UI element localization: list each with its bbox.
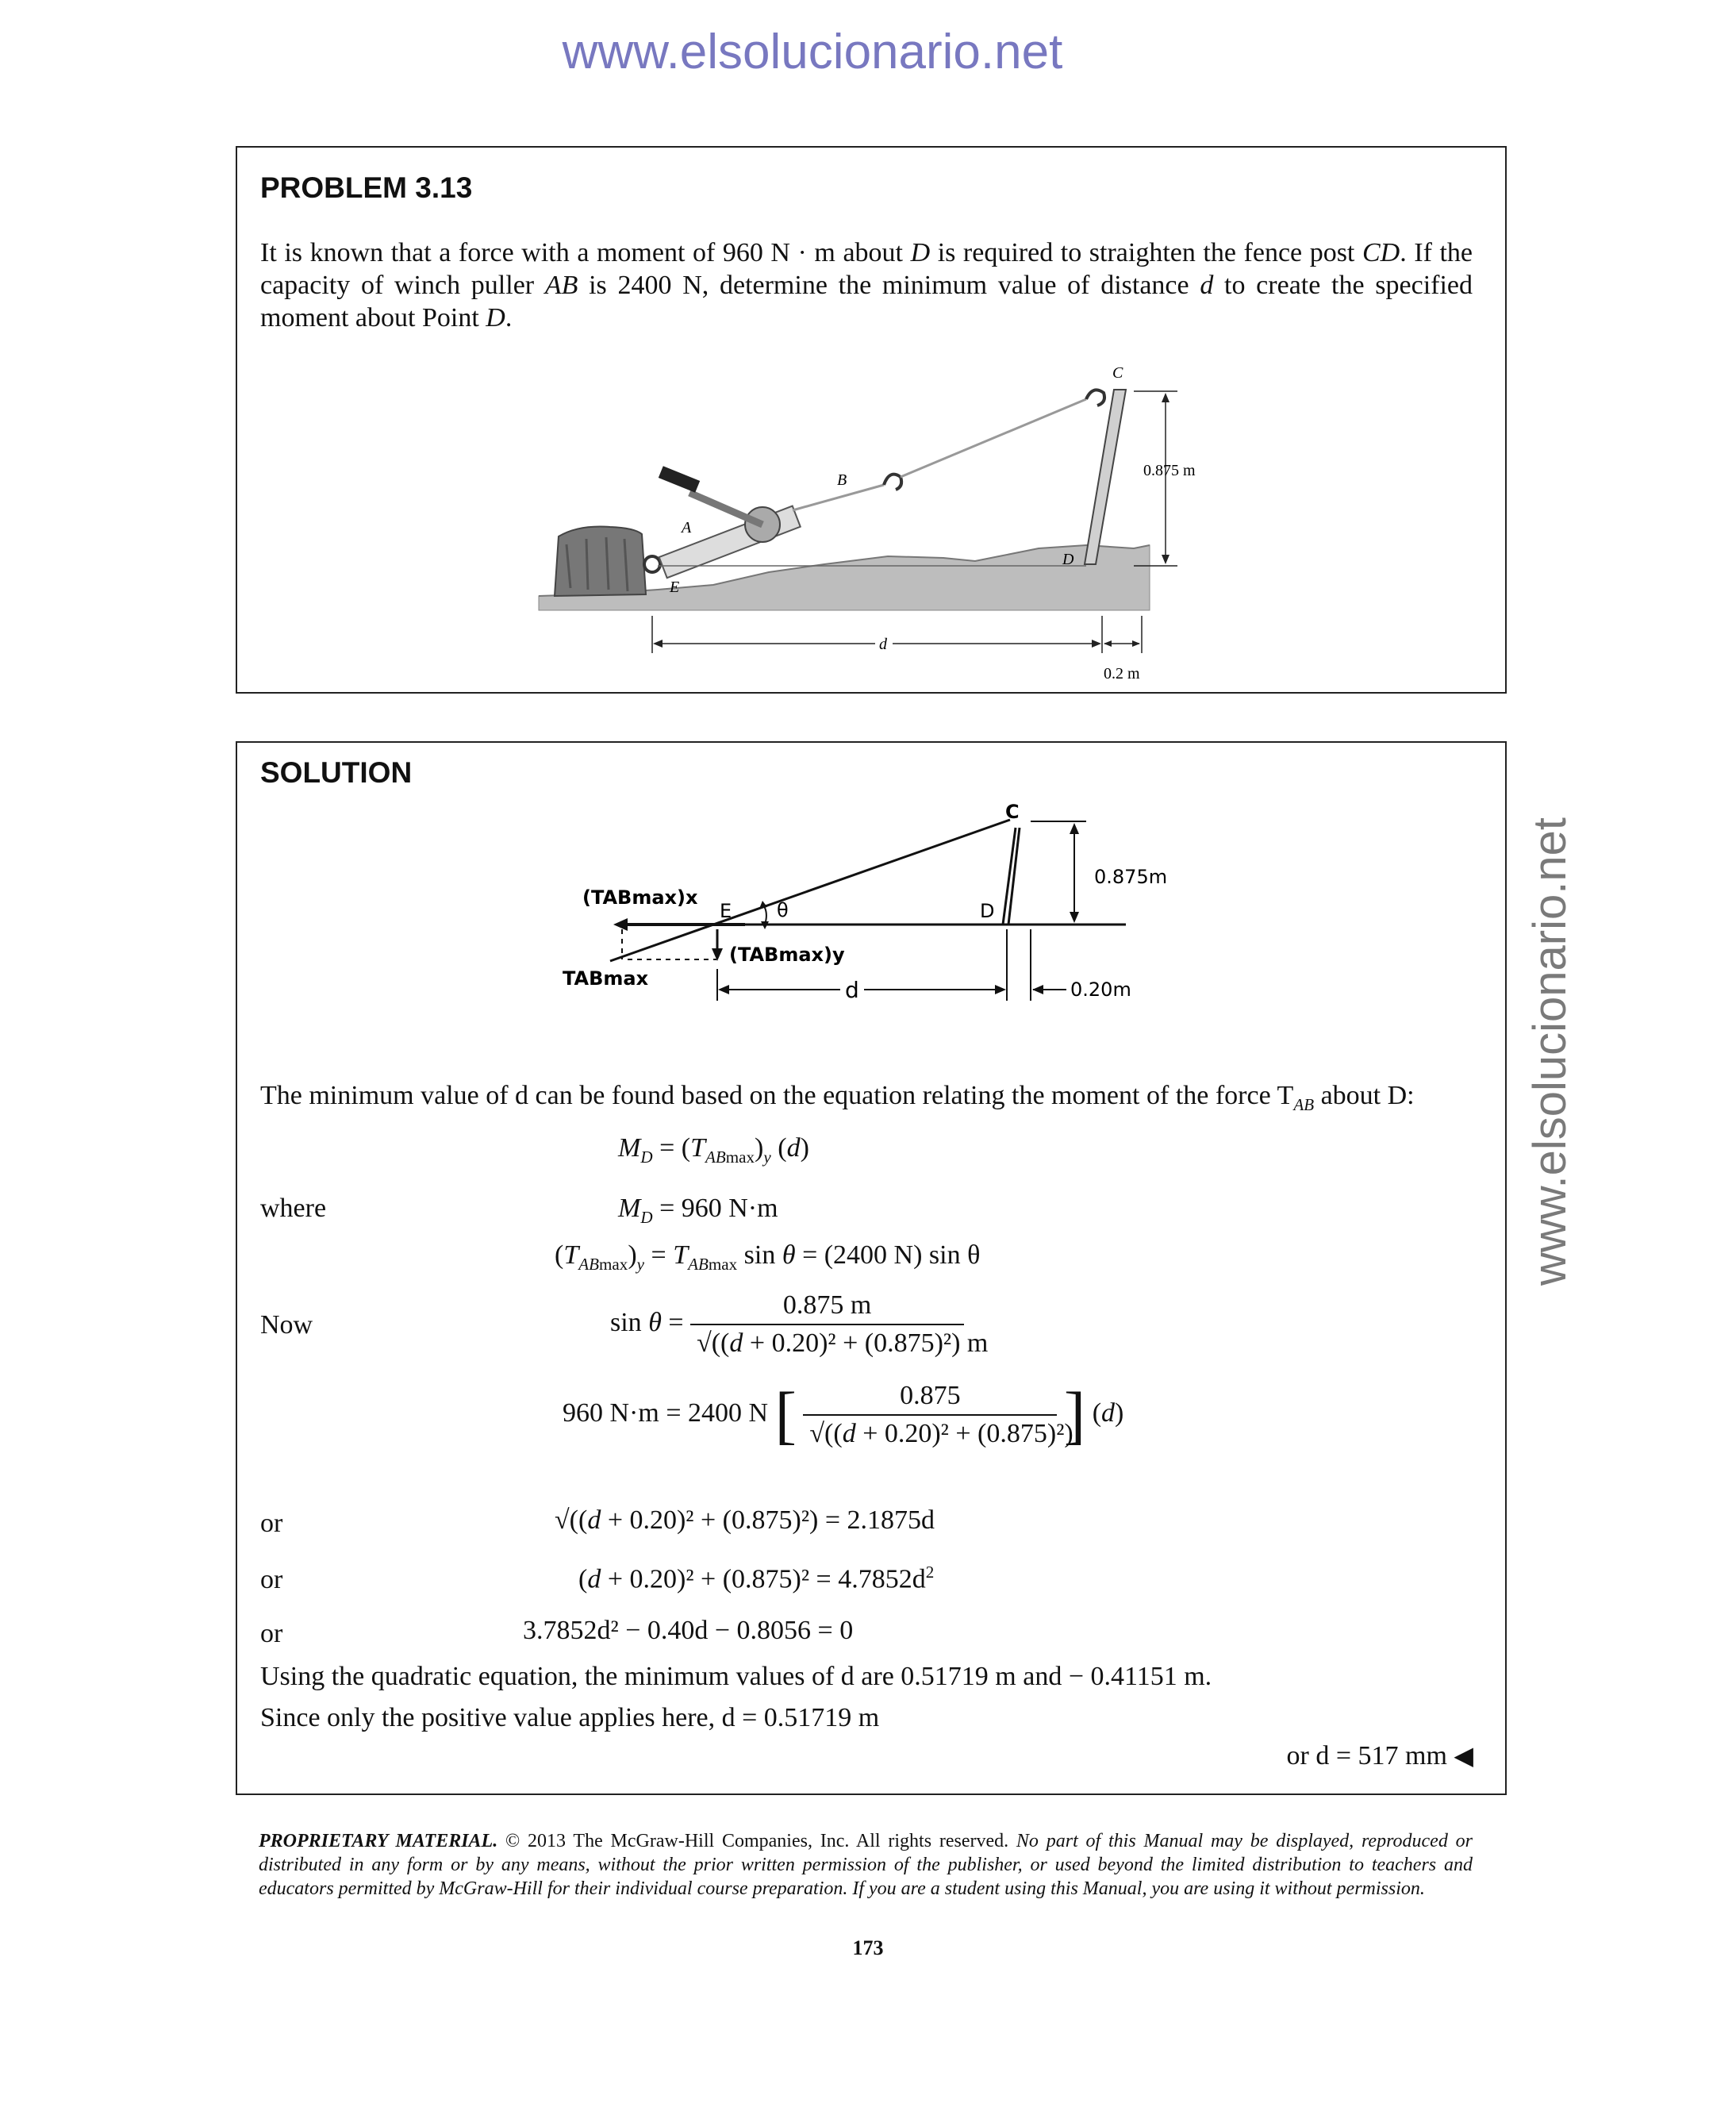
- solution-label-ty: (TABmax)y: [729, 944, 845, 966]
- equation-tab: $(T_{ABmax})_y = T_{ABmax}$ sin θ = (2400 N) sin θ: [555, 1240, 981, 1274]
- solution-label-height: 0.875m: [1094, 866, 1168, 888]
- solution-label-c: C: [1005, 801, 1020, 823]
- solution-figure: [539, 801, 1168, 1017]
- positive-result: Since only the positive value applies here, d = 0.51719 m: [260, 1703, 880, 1732]
- problem-label-d: D: [1062, 551, 1074, 568]
- problem-label-b: B: [837, 471, 847, 489]
- solution-label-offset: 0.20m: [1070, 978, 1131, 1001]
- hook-b: [884, 475, 901, 490]
- label-or-3: or: [260, 1619, 283, 1648]
- winch-lever: [689, 493, 762, 525]
- hook-c: [1086, 390, 1104, 406]
- winch-body: [659, 506, 801, 579]
- equation-squared: $(d + 0.20)^2 + (0.875)^2 = 4.7852d^2$: [578, 1563, 935, 1594]
- problem-dim-height: 0.875 m: [1143, 462, 1196, 479]
- solution-label-theta: θ: [777, 899, 789, 921]
- solution-label-d-point: D: [980, 900, 995, 922]
- label-where: where: [260, 1194, 327, 1223]
- equation-big: 960 N·m = 2400 N [ $\frac{0.875}{\text{√((d + 0.20)² + (0.875)²)}}$ ] (d): [563, 1378, 1124, 1451]
- solution-label-tx: (TABmax)x: [582, 886, 698, 909]
- problem-dim-d: d: [879, 636, 887, 653]
- problem-label-a: A: [682, 519, 692, 536]
- equation-sin: sin θ = $\frac{0.875 m}{\text{√((d + 0.20)² + (0.875)²) m}}$: [610, 1290, 989, 1358]
- solution-label-e: E: [720, 900, 732, 922]
- problem-box: [236, 146, 1507, 694]
- winch-handle: [659, 466, 700, 493]
- problem-text: It is known that a force with a moment of 960 N · m about D is required to straighten the fence post CD. If the capacity of winch puller AB is 2400 N, determine the minimum value of distance d to create the specified moment about Point D.: [260, 238, 1473, 333]
- problem-dim-offset: 0.2 m: [1104, 665, 1140, 682]
- solution-label-d: d: [845, 977, 859, 1003]
- equation-quadratic: 3.7852d² − 0.40d − 0.8056 = 0: [523, 1616, 854, 1645]
- label-or-1: or: [260, 1509, 283, 1538]
- label-or-2: or: [260, 1565, 283, 1594]
- solution-box: [236, 741, 1507, 1795]
- watermark-side-text: www.elsolucionario.net: [1524, 817, 1576, 1286]
- fence-post-cd: [1085, 390, 1126, 564]
- footer-copyright: PROPRIETARY MATERIAL. © 2013 The McGraw-Hill Companies, Inc. All rights reserved. No part of this Manual may be displayed, reproduced or distributed in any form or by any means, without the prior written permission of the publisher, or used beyond the limited distribution to teachers and educators permitted by McGraw-Hill for their individual course preparation. If you are a student using this Manual, you are using it without permission.: [259, 1831, 1473, 1899]
- problem-label-e: E: [670, 579, 680, 596]
- solution-label-t: TABmax: [563, 967, 649, 990]
- solution-intro: The minimum value of d can be found based on the equation relating the moment of the force $T_{AB}$ about D:: [260, 1081, 1415, 1114]
- quadratic-result: Using the quadratic equation, the minimum values of d are 0.51719 m and − 0.41151 m.: [260, 1662, 1212, 1691]
- problem-label-c: C: [1112, 364, 1123, 382]
- problem-heading: PROBLEM 3.13: [260, 171, 473, 204]
- equation-moment: $M_D = (T_{ABmax})_y$ (d): [618, 1133, 809, 1167]
- problem-figure: [531, 358, 1245, 683]
- page-number: 173: [852, 1936, 884, 1959]
- equation-md: $M_D = 960$ N·m: [618, 1194, 778, 1227]
- cable-bc: [901, 399, 1086, 477]
- watermark-top: www.elsolucionario.net: [562, 25, 1063, 79]
- equation-sqrt: √((d + 0.20)² + (0.875)²) = 2.1875d: [555, 1505, 935, 1535]
- final-answer: or d = 517 mm ◀: [1286, 1741, 1473, 1770]
- label-now: Now: [260, 1310, 313, 1340]
- solution-heading: SOLUTION: [260, 756, 413, 789]
- hook-e: [644, 556, 660, 572]
